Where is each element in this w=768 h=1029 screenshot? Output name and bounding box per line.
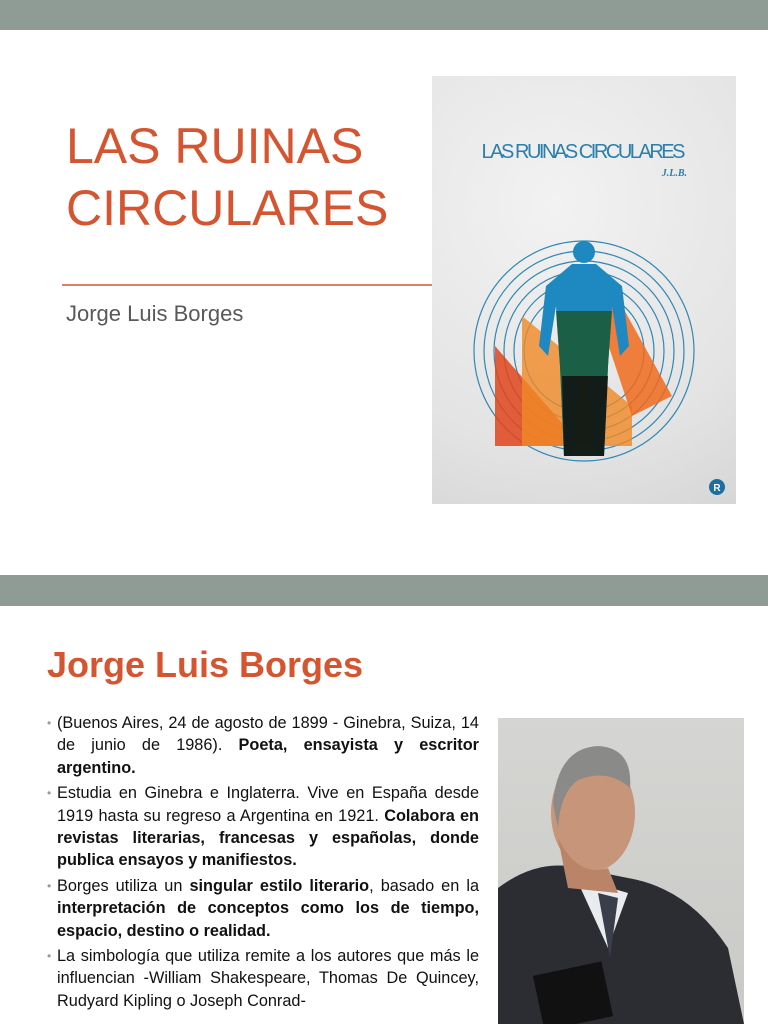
text: Estudia en Ginebra e Inglaterra. Vive en España desde 1919 hasta su regreso a Argentina en 1921.	[57, 784, 479, 825]
slide-separator	[0, 0, 768, 30]
text: Borges utiliza un	[57, 876, 190, 895]
book-cover-image	[432, 76, 736, 504]
slide-title: Jorge Luis Borges	[47, 644, 364, 685]
text: La simbología que utiliza remite a los autores que más le influencian -William Shakespeare, Thomas De Quincey, Rudyard Kipling o Joseph Conrad-	[57, 947, 479, 1010]
slide-subtitle: Jorge Luis Borges	[66, 301, 244, 326]
bullet-item	[47, 875, 479, 942]
title-divider	[62, 284, 432, 286]
borges-portrait-photo	[498, 718, 744, 1024]
text: (Buenos Aires, 24 de agosto de 1899 - Ginebra, Suiza, 14 de junio de 1986).	[57, 714, 479, 755]
bullet-list	[47, 712, 479, 1015]
slide-title: LAS RUINAS CIRCULARES	[66, 118, 389, 236]
bold-text: interpretación de conceptos como los de tiempo, espacio, destino o realidad.	[57, 899, 479, 940]
bold-text: singular estilo literario	[189, 876, 370, 895]
cover-title: LAS RUINAS CIRCULARES	[481, 141, 687, 163]
bold-text: Colabora en revistas literarias, francesas y españolas, donde publica ensayos y manifiestos.	[57, 806, 480, 870]
publisher-badge: R	[713, 483, 721, 494]
bullet-item	[47, 782, 479, 872]
cover-initials: J.L.B.	[661, 168, 687, 179]
slide-separator	[0, 575, 768, 606]
text: , basado en la	[369, 876, 479, 895]
bullet-item	[47, 712, 479, 779]
bullet-item	[47, 945, 479, 1012]
bold-text: Poeta, ensayista y escritor argentino.	[57, 736, 479, 777]
